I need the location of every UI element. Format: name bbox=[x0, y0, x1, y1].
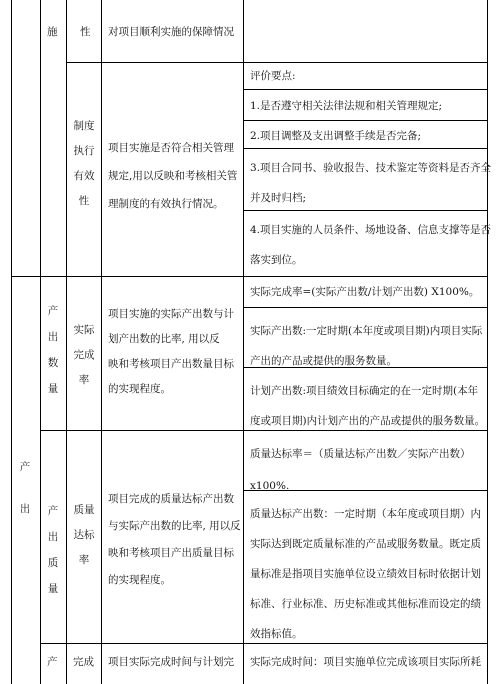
cell-formula: 实际完成率=(实际产出数/计划产出数) X100%。 bbox=[250, 286, 480, 298]
cell-divider bbox=[243, 89, 487, 90]
cell-definition: 实际产出数:一定时期(本年度或项目期)内项目实际 产出的产品或提供的服务数量。 bbox=[250, 325, 483, 367]
cell-criteria-line: 4.项目实施的人员条件、场地设备、信息支撑等是否 bbox=[250, 224, 492, 236]
cell-divider bbox=[243, 307, 487, 308]
cell-category-name: 产 出 质 量 bbox=[47, 505, 59, 595]
cell-indicator-fragment: 完成 bbox=[73, 656, 94, 668]
cell-category-fragment: 产 bbox=[47, 656, 58, 668]
cell-criteria-line: 评价要点: bbox=[250, 70, 296, 82]
cell-divider bbox=[243, 148, 487, 149]
cell-definition: 实际完成时间：项目实施单位完成该项目实际所耗 bbox=[250, 656, 481, 668]
cell-indicator-name: 质量 达标 率 bbox=[73, 504, 95, 566]
table-divider-row1 bbox=[66, 62, 487, 63]
table-divider-col2 bbox=[66, 0, 67, 684]
table-border-left bbox=[11, 0, 12, 684]
cell-criteria-line: 3.项目合同书、验收报告、技术鉴定等资料是否齐全 bbox=[250, 162, 492, 174]
cell-definition: 计划产出数:项目绩效目标确定的在一定时期(本年 度或项目期)内计划产出的产品或提供的服务数量。 bbox=[250, 385, 486, 427]
cell-divider bbox=[243, 120, 487, 121]
cell-criteria-line: 1.是否遵守相关法律法规和相关管理规定; bbox=[250, 100, 443, 112]
cell-category-fragment: 施 bbox=[47, 26, 58, 38]
cell-divider bbox=[243, 210, 487, 211]
cell-definition: 质量达标产出数：一定时期（本年度或项目期）内 实际达到既定质量标准的产品或服务数量。既定质 量标准是指项目实施单位设立绩效目标时依据计划 标准、行业标准、历史标准或其他标准而设定的绩 效指标值。 bbox=[250, 508, 481, 640]
cell-criteria-line: 落实到位。 bbox=[250, 254, 303, 266]
cell-description: 项目实际完成时间与计划完 bbox=[108, 656, 234, 668]
cell-indicator-fragment: 性 bbox=[80, 26, 91, 38]
cell-formula: 质量达标率＝（质量达标产出数／实际产出数） x100%. bbox=[250, 448, 471, 492]
cell-indicator-name: 制度 执行 有效 性 bbox=[73, 120, 95, 207]
table-divider-col3 bbox=[101, 0, 102, 684]
table-border-right bbox=[487, 0, 488, 684]
cell-description: 对项目顺利实施的保障情况 bbox=[108, 26, 234, 38]
cell-category-name: 产 出 数 量 bbox=[47, 305, 59, 395]
cell-description: 项目完成的质量达标产出数 与实际产出数的比率, 用以反 映和考核项目产出质量目标 的实现程度。 bbox=[108, 493, 241, 586]
cell-criteria-line: 2.项目调整及支出调整手续是否完备; bbox=[250, 130, 422, 142]
table-divider-row2 bbox=[11, 276, 487, 277]
cell-description: 项目实施的实际产出数与计 划产出数的比率, 用以反 映和考核项目产出数量目标 的实现程度。 bbox=[108, 308, 234, 395]
cell-criteria-line: 并及时归档; bbox=[250, 192, 307, 204]
cell-description: 项目实施是否符合相关管理 规定,用以反映和考核相关管 理制度的有效执行情况。 bbox=[108, 142, 238, 210]
table-divider-col4 bbox=[243, 0, 244, 684]
table-divider-col1 bbox=[40, 0, 41, 684]
cell-section-name: 产 出 bbox=[19, 461, 31, 515]
cell-indicator-name: 实际 完成 率 bbox=[73, 324, 95, 386]
